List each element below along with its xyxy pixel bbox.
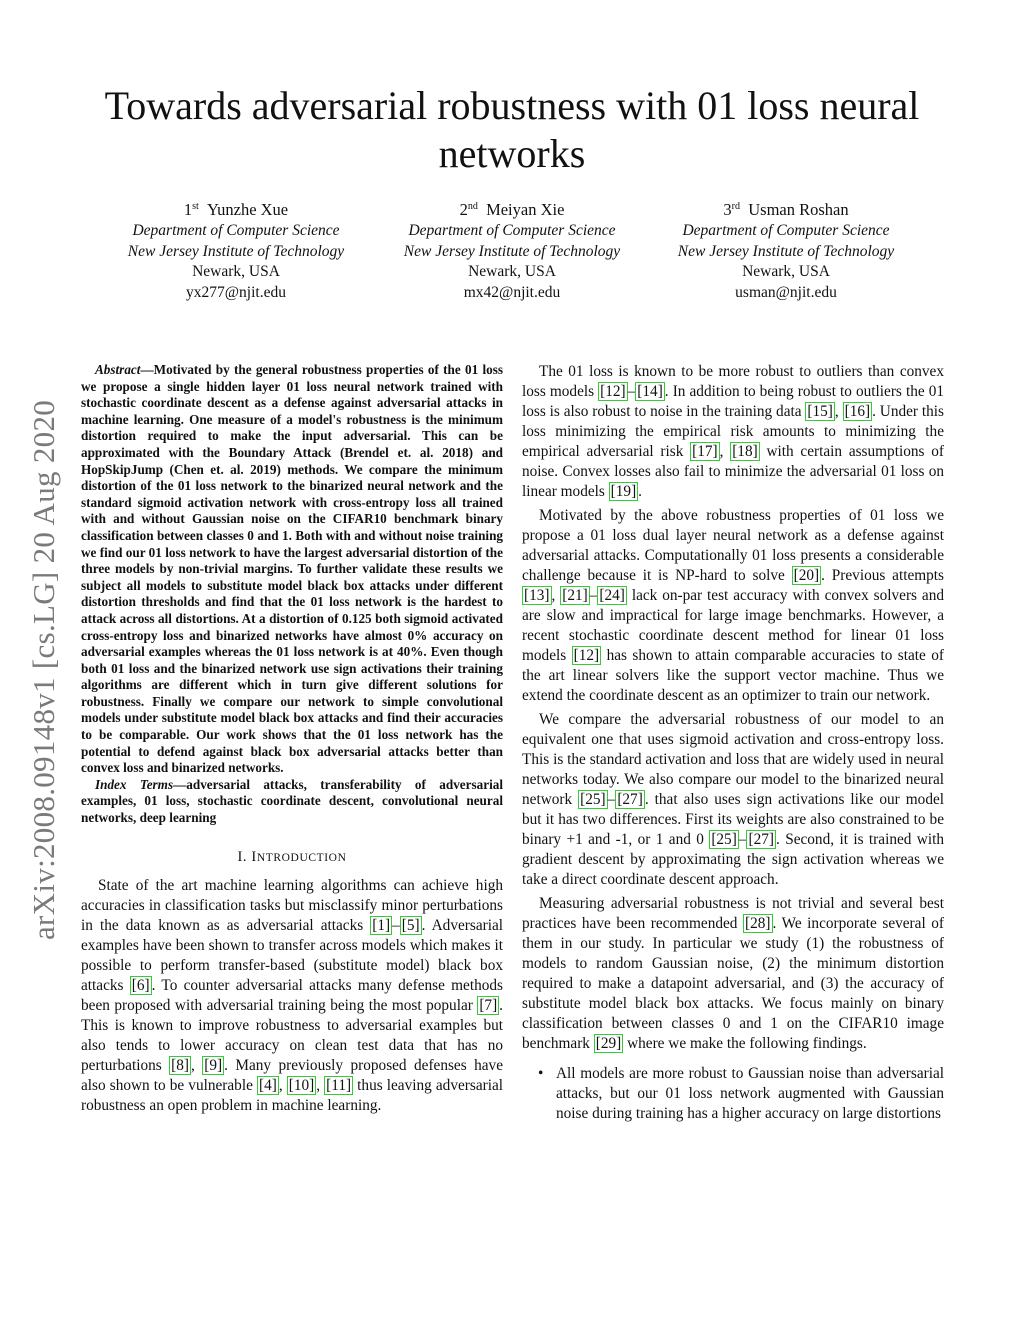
citation-link[interactable]: [15] [807, 403, 833, 420]
right-column [522, 362, 944, 1124]
citation-link[interactable]: [6] [131, 976, 150, 994]
intro-paragraph [81, 876, 503, 1116]
citation-link[interactable]: [10] [288, 1076, 315, 1094]
paragraph-text: . To counter adversarial attacks many defense methods been proposed with adversarial training being the most popular [81, 976, 503, 1014]
paragraph-text: with certain assumptions of noise. Convex losses also fail to minimize the adversarial 01 loss on linear models [522, 443, 944, 500]
paragraph-text: . Under this loss minimizing the empirical risk amounts to minimizing the empirical adversarial risk [522, 403, 944, 460]
citation-link[interactable]: [24] [599, 587, 625, 604]
paragraph-text: , [551, 587, 561, 604]
author-location: Newark, USA [468, 263, 556, 281]
paragraph-text: Measuring adversarial robustness is not trivial and several best practices have been recommended [522, 895, 944, 932]
paragraph-text: . [638, 483, 642, 500]
citation-link[interactable]: [8] [171, 1056, 189, 1074]
paragraph-text: Motivated by the above robustness properties of 01 loss we propose a 01 loss dual layer neural network as a defense against adversarial attacks. Computationally 01 loss presents a considerable challenge because it is NP-hard to solve [522, 507, 944, 584]
citation-link[interactable]: [7] [479, 996, 498, 1014]
author-name: Meiyan Xie [486, 200, 565, 219]
paragraph-text: , [719, 443, 731, 460]
index-terms: Index Terms—adversarial attacks, transferability of adversarial examples, 01 loss, stochastic coordinate descent, convolutional neural networks, deep learning [81, 776, 503, 826]
citation-link[interactable]: [13] [524, 587, 550, 604]
findings-list [522, 1064, 944, 1124]
paragraph-text: , [278, 1076, 287, 1094]
citation-link[interactable]: [27] [617, 791, 643, 808]
paragraph-text: – [589, 587, 598, 604]
paper-title: Towards adversarial robustness with 01 loss neural networks [104, 83, 920, 176]
author-location: Newark, USA [742, 263, 830, 281]
arxiv-identifier: arXiv:2008.09148v1 [cs.LG] 20 Aug 2020 [26, 399, 61, 940]
abstract-text: Motivated by the general robustness properties of the 01 loss we propose a single hidden layer 01 loss neural network trained with stochastic coordinate descent as a defense against adversarial attacks in machine learning. One measure of a model's robustness is the minimum distortion required to make the input adversarial. This can be approximated with the Boundary Attack (Brendel et. al. 2018) and HopSkipJump (Chen et. al. 2019) methods. We compare the minimum distortion of the 01 loss network to the binarized neural network and the standard sigmoid activation network with cross-entropy loss all trained with and without Gaussian noise on the CIFAR10 benchmark binary classification between classes 0 and 1. Both with and without noise training we find our 01 loss network to have the largest adversarial distortion of the three models by non-trivial margins. To further validate these results we subject all models to substitute model black box attacks under different distortion thresholds and find that the 01 loss network is the hardest to attack across all distortions. At a distortion of 0.125 both sigmoid activated cross-entropy loss and binarized networks have almost 0% accuracy on adversarial examples whereas the 01 loss network is at 40%. Even though both 01 loss and the binarized network use sign activations their training algorithms are different which in turn give different solutions for robustness. Finally we compare our network to simple convolutional models under substitute model black box attacks and find their accuracies to be comparable. Our work shows that the 01 loss network has the potential to defend against black box adversarial attacks better than convex loss and binarized networks. [81, 362, 503, 776]
body-paragraph [522, 362, 944, 502]
paragraph-text: , [316, 1076, 325, 1094]
citation-link[interactable]: [21] [562, 587, 588, 604]
paragraph-text: has shown to attain comparable accuracies to state of the art linear solvers like the support vector machine. Thus we extend the coordinate descent as an optimizer to train our network. [522, 647, 944, 704]
paragraph-text: . This is known to improve robustness to adversarial examples but also tends to lower accuracy on clean test data that has no perturbations [81, 996, 503, 1074]
list-item: • All models are more robust to Gaussian noise than adversarial attacks, but our 01 loss network augmented with Gaussian noise during training has a higher accuracy on large distortions [538, 1065, 944, 1122]
citation-link[interactable]: [17] [692, 443, 718, 460]
author-email[interactable]: yx277@njit.edu [186, 284, 286, 302]
paragraph-text: – [738, 831, 747, 848]
citation-link[interactable]: [25] [580, 791, 606, 808]
paragraph-text: , [834, 403, 843, 420]
author-2: 2nd Meiyan Xie Department of Computer Science New Jersey Institute of Technology Newark, USA mx42@njit.edu [372, 200, 652, 304]
author-institution: New Jersey Institute of Technology [127, 242, 345, 260]
body-paragraph [522, 506, 944, 706]
citation-link[interactable]: [14] [637, 383, 663, 400]
author-location: Newark, USA [192, 263, 280, 281]
paragraph-text: . Adversarial examples have been shown to transfer across models which makes it possible to perform transfer-based (substitute model) black box attacks [81, 916, 503, 994]
paragraph-text: . that also uses sign activations like our model but it has two differences. First its weights are also constrained to be binary +1 and -1, or 1 and 0 [522, 791, 945, 848]
paragraph-text: We compare the adversarial robustness of our model to an equivalent one that uses sigmoid activation and cross-entropy loss. This is the standard activation and loss that are widely used in neural networks today. We also compare our model to the binarized neural network [522, 711, 944, 808]
section-heading-introduction: I. INTRODUCTION [237, 848, 347, 865]
citation-link[interactable]: [12] [600, 383, 626, 400]
citation-link[interactable]: [16] [844, 403, 871, 420]
abstract-label: Abstract [95, 362, 141, 377]
paragraph-text: State of the art machine learning algorithms can achieve high accuracies in classification tasks but misclassify minor perturbations in the data known as as adversarial attacks [81, 876, 503, 934]
citation-link[interactable]: [25] [711, 831, 737, 848]
citation-link[interactable]: [27] [748, 831, 774, 848]
left-column [81, 362, 503, 1120]
author-email[interactable]: usman@njit.edu [735, 284, 837, 302]
paragraph-text: where we make the following findings. [623, 1035, 867, 1052]
author-department: Department of Computer Science [408, 221, 616, 239]
paragraph-text: lack on-par test accuracy with convex solvers and are slow and impractical for large image benchmarks. However, a recent stochastic coordinate descent method for linear 01 loss models [522, 587, 944, 664]
citation-link[interactable]: [11] [326, 1076, 352, 1094]
author-1: 1st Yunzhe Xue Department of Computer Science New Jersey Institute of Technology Newark, USA yx277@njit.edu [96, 200, 376, 304]
paragraph-text: – [627, 383, 636, 400]
citation-link[interactable]: [1] [372, 916, 391, 934]
paragraph-text: thus leaving adversarial robustness an open problem in machine learning. [81, 1076, 503, 1114]
paragraph-text: The 01 loss is known to be more robust to outliers than convex loss models [522, 363, 944, 400]
index-terms-text: adversarial attacks, transferability of adversarial examples, 01 loss, stochastic coordinate descent, convolutional neural networks, deep learning [81, 776, 503, 826]
body-paragraph [522, 710, 944, 890]
citation-link[interactable]: [19] [610, 483, 637, 500]
paragraph-text: . Previous attempts [821, 567, 945, 584]
citation-link[interactable]: [5] [401, 916, 420, 934]
body-paragraph [522, 894, 944, 1054]
author-department: Department of Computer Science [132, 221, 340, 239]
paragraph-text: – [607, 791, 616, 808]
citation-link[interactable]: [29] [595, 1035, 622, 1052]
paragraph-text: – [392, 916, 400, 934]
paragraph-text: . In addition to being robust to outliers the 01 loss is also robust to noise in the training data [522, 383, 945, 420]
citation-link[interactable]: [9] [204, 1056, 223, 1074]
citation-link[interactable]: [12] [573, 647, 600, 664]
citation-link[interactable]: [20] [793, 567, 820, 584]
citation-link[interactable]: [4] [258, 1076, 277, 1094]
author-name: Usman Roshan [748, 200, 849, 219]
citation-link[interactable]: [18] [732, 443, 758, 460]
author-name: Yunzhe Xue [207, 200, 289, 219]
author-email[interactable]: mx42@njit.edu [463, 284, 561, 302]
citation-link[interactable]: [28] [745, 915, 771, 932]
author-institution: New Jersey Institute of Technology [677, 242, 895, 260]
index-terms-label: Index Terms [95, 776, 174, 792]
paragraph-text: . Many previously proposed defenses have also shown to be vulnerable [81, 1056, 503, 1094]
abstract: Abstract—Motivated by the general robustness properties of the 01 loss we propose a single hidden layer 01 loss neural network trained with stochastic coordinate descent as a defense against adversarial attacks in machine learning. One measure of a model's robustness is the minimum distortion required to make the input adversarial. This can be approximated with the Boundary Attack (Brendel et. al. 2018) and HopSkipJump (Chen et. al. 2019) methods. We compare the minimum distortion of the 01 loss network to the binarized neural network and the standard sigmoid activation network with cross-entropy loss all trained with and without Gaussian noise on the CIFAR10 benchmark binary classification between classes 0 and 1. Both with and without noise training we find our 01 loss network to have the largest adversarial distortion of the three models by non-trivial margins. To further validate these results we subject all models to substitute model black box attacks under different distortion thresholds and find that the 01 loss network is the hardest to attack across all distortions. At a distortion of 0.125 both sigmoid activated cross-entropy loss and binarized networks have almost 0% accuracy on adversarial examples whereas the 01 loss network is at 40%. Even though both 01 loss and the binarized network use sign activations their training algorithms are different which in turn give different solutions for robustness. Finally we compare our network to simple convolutional models under substitute model black box attacks and find their accuracies to be comparable. Our work shows that the 01 loss network has the potential to defend against black box adversarial attacks better than convex loss and binarized networks. [81, 362, 503, 776]
author-3: 3rd Usman Roshan Department of Computer Science New Jersey Institute of Technology Newark, USA usman@njit.edu [646, 200, 926, 304]
author-institution: New Jersey Institute of Technology [403, 242, 621, 260]
author-department: Department of Computer Science [682, 221, 890, 239]
bullet-icon: • [538, 1065, 544, 1082]
paragraph-text: . Second, it is trained with gradient descent by approximating the sign activation whereas we take a direct coordinate descent approach. [522, 831, 944, 888]
paragraph-text: . We incorporate several of them in our study. In particular we study (1) the robustness of models to random Gaussian noise, (2) the minimum distortion required to make a datapoint adversarial, and (3) the accuracy of substitute model black box attacks. We focus mainly on binary classification between classes 0 and 1 on the CIFAR10 image benchmark [522, 915, 944, 1052]
paragraph-text: , [191, 1056, 203, 1074]
